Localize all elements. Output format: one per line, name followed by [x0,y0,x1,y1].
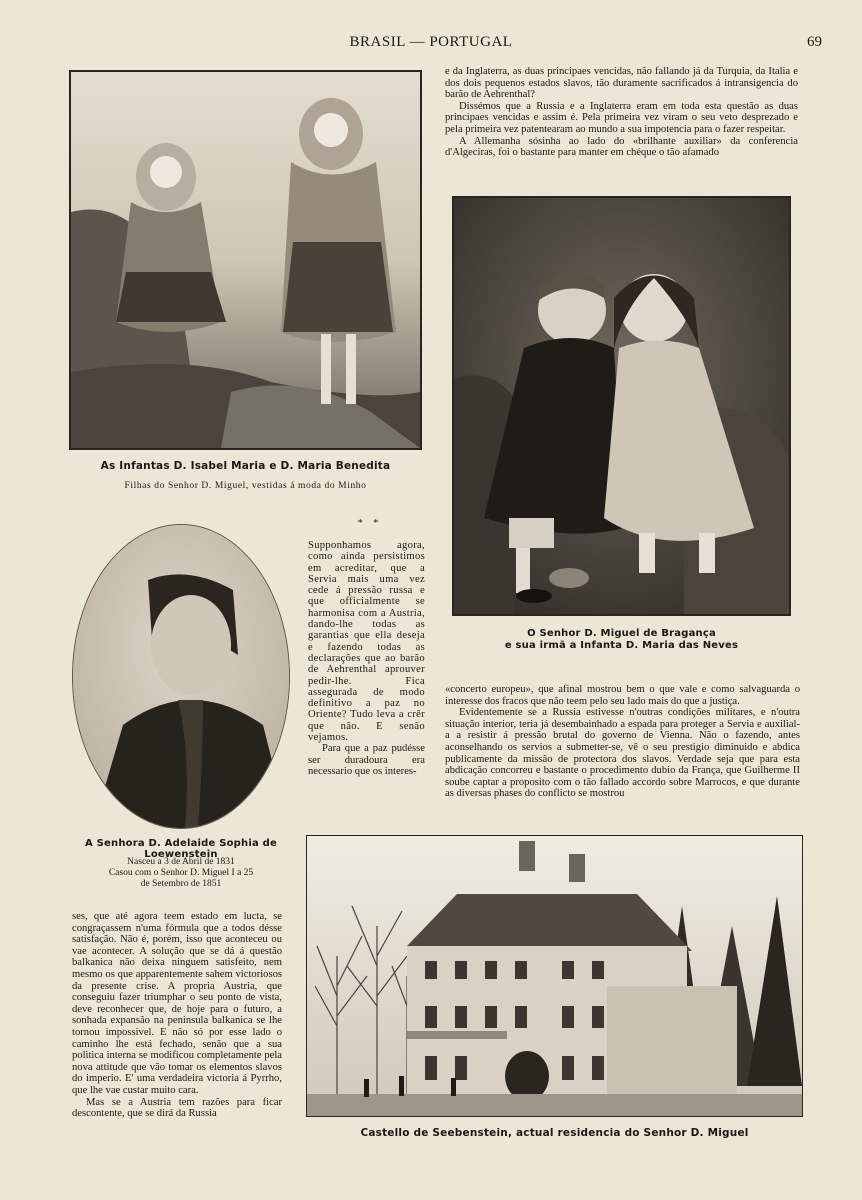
paragraph: ses, que até agora teem estado em lucta, se congraçassem n'uma fórmula que a todos désse satisfação. Não é, porém, isso que aconteceu ou vae acontecer. A solução que se dá á questão balkanica não deixa ninguem satisfeito, nem mesmo os que apparentemente sahem victoriosos da presente crise. A propria Austria, que conseguiu fazer triumphar o seu ponto de vista, deve reconhecer que, de hoje para o futuro, a sonhada expansão na peninsula balkanica se lhe tornou impossivel. E não só por esse lado o caminho lhe está fechado, senão que a sua politica interna se modificou completamente pela nova attitude que vão tomar os elementos slavos do imperio. E' uma verdadeira victoria á Pyrrho, que lhe vae custar muito cara. [72,911,282,1096]
paragraph: Mas se a Austria tem razões para ficar descontente, que se dirá da Russia [72,1096,282,1120]
figure1-subcaption: Filhas do Senhor D. Miguel, vestidas á moda do Minho [124,481,367,491]
article-top-right [445,66,798,159]
photo-infantas-image [71,72,420,448]
portrait-adelaide [72,524,290,829]
running-title: BRASIL — PORTUGAL [349,34,513,50]
paragraph: «concerto europeu», que afinal mostrou bem o que vale e como salvaguarda o interesse dos fracos que não teem pelo seu lado mais do que a justiça. [445,684,800,707]
figure1-caption: As Infantas D. Isabel Maria e D. Maria Benedita [100,460,391,472]
paragraph: Supponhamos agora, como ainda persistimos em acreditar, que a Servia mais uma vez cede á pressão russa e que officialmente se harmonisa com a Austria, dando-lhe todas as garantias que ella deseja e fazendo todas as declarações que ao barão de Aehrenthal aprouver pedir-lhe. Fica assegurada de modo definitivo a paz no Oriente? Tudo leva a crêr que não. E senão vejamos. [308,540,425,744]
photo-castle-seebenstein [306,835,803,1117]
paragraph: Evidentemente se a Russia estivesse n'outras condições militares, e n'outra situação interior, teria já desembainhado a espada para proteger a Servia e auxilial-a a resistir á pressão brutal do governo de Vienna. Não o fazendo, antes aconselhando os servios a submetter-se, vê o seu prestigio diminuido e abdica publicamente da missão de protectora dos slavos. Verdade seja que para esta abdicação concorreu e bastante o procedimento dubio da França, que Guilherme II soube captar a proposito com o tão fallado accordo sobre Marrocos, e que durante as diversas phases do conflicto se mostrou [445,707,800,800]
figure2-subcaption: e sua irmã a Infanta D. Maria das Neves [504,640,739,651]
article-middle-column [308,540,425,777]
photo-infantas [69,70,422,450]
figure4-caption: Castello de Seebenstein, actual residencia do Senhor D. Miguel [360,1127,749,1139]
figure2-caption: O Senhor D. Miguel de Bragança [527,628,716,639]
paragraph: Para que a paz pudésse ser duradoura era necessario que os interes- [308,743,425,777]
paragraph: A Allemanha sósinha ao lado do «brilhante auxiliar» da conferencia d'Algeciras, foi o bastante para manter em chéque o tão afamado [445,135,798,159]
portrait-adelaide-image [73,525,289,828]
painting-miguel-maria-image [454,198,789,614]
section-separator: * * [357,518,383,529]
page-number: 69 [807,34,822,50]
figure3-line3: de Setembro de 1851 [140,879,222,889]
figure3-caption: A Senhora D. Adelaide Sophia de Loewenstein [85,838,277,860]
paragraph: e da Inglaterra, as duas principaes vencidas, não fallando já da Turquia, da Italia e dos dois pequenos estados slavos, tão duramente sacrificados á intransigencia do barão de Aehrenthal? [445,66,798,101]
article-right-middle [445,684,800,800]
paragraph: Dissémos que a Russia e a Inglaterra eram em toda esta questão as duas principaes vencidas e assim é. Pela primeira vez viram o seu veto desprezado e pela primeira vez patentearam ao mundo a sua impotencia para o fazer respeitar. [445,100,798,135]
photo-castle-image [307,836,802,1116]
figure3-line1: Nasceu a 3 de Abril de 1831 [127,857,235,867]
article-bottom-left [72,911,282,1120]
page-header [0,34,862,54]
figure3-line2: Casou com o Senhor D. Miguel I a 25 [108,868,254,878]
painting-miguel-maria [452,196,791,616]
